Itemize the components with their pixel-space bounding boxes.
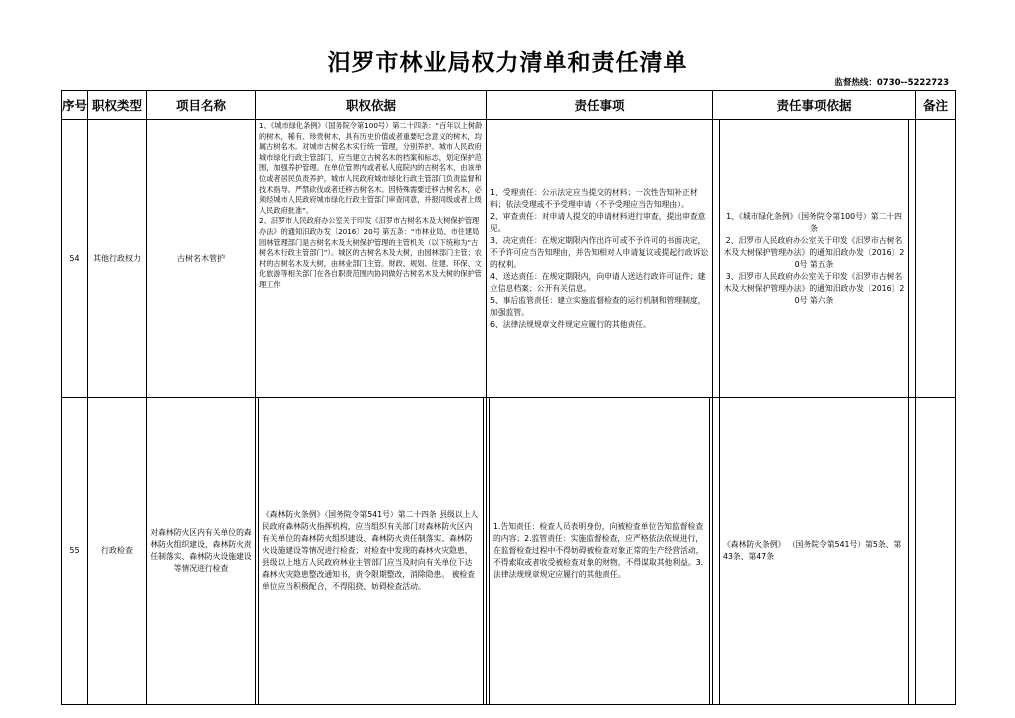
row-seq: 55 — [62, 398, 88, 705]
row-type: 行政检查 — [88, 398, 147, 705]
header-item: 项目名称 — [147, 91, 256, 120]
row-duty-basis-text: 《森林防火条例》 （国务院令第541号）第5条、第43条、第47条 — [723, 540, 902, 561]
row-basis — [256, 120, 487, 398]
row-basis-text: 《森林防火条例》（国务院令第541号）第二十四条 县级以上人民政府森林防火指挥机构，应当组织有关部门对森林防火区内有关单位的森林防火组织建设、森林防火责任制落实、森林防火设施建设等情况进行检查；对检查中发现的森林火灾隐患，县级以上地方人民政府林业主管部门应当及时向有关单位下达森林火灾隐患整改通知书，责令限期整改，消除隐患。 被检查单位应当积极配合，不得阻挠、妨碍检查活动。 — [262, 510, 479, 591]
header-seq: 序号 — [62, 91, 88, 120]
row-item — [147, 398, 256, 705]
row-duty-basis — [713, 398, 916, 705]
row-seq: 54 — [62, 120, 88, 398]
row-duty-basis-text: 1、《城市绿化条例》（国务院令第100号）第二十四条 2、汨罗市人民政府办公室关于印发《汨罗市古树名木及大树保护管理办法》的通知汨政办发〔2016〕20号 第五条 3、汨罗市人民政府办公室关于印发《汨罗市古树名木及大树保护管理办法》的通知汨政办发〔2016〕20号 第六条 — [723, 211, 905, 305]
row-duty — [487, 120, 713, 398]
row-basis-text: 1、《城市绿化条例》（国务院令第100号）第二十四条：“百年以上树龄的树木，稀有、珍贵树木，具有历史价值或者重要纪念意义的树木，均属古树名木。对城市古树名木实行统一管理，分别养护。城市人民政府城市绿化行政主管部门，应当建立古树名木的档案和标志，划定保护范围，加强养护管理。在单位管界内或者私人庭院内的古树名木，由该单位或者居民负责养护，城市人民政府城市绿化行政主管部门负责监督和技术指导。严禁砍伐或者迁移古树名木。因特殊需要迁移古树名木，必须经城市人民政府城市绿化行政主管部门审查同意，并报同级或者上级人民政府批准”。 2、汨罗市人民政府办公室关于印发《汨罗市古树名木及大树保护管理办法》的通知汨政办发〔2016〕20号 第五条：“市林业局、市住建局园林管理部门是古树名木及大树保护管理的主管机关（以下统称为“古树名木行政主管部门”）。城区的古树名木及大树，由园林部门主管；农村的古树名木及大树，由林业部门主管。财政、规划、住建、环保、文化旅游等相关部门在各自职责范围内协同做好古树名木及大树的保护管理工作 — [259, 121, 483, 289]
row-duty-text: 1、受理责任：公示法定应当提交的材料；一次性告知补正材料；依法受理或不予受理申请（不予受理应当告知理由）。 2、审查责任：对申请人提交的申请材料进行审查，提出审查意见。 3、决定责任：在规定期限内作出许可或不予许可的书面决定，不予许可应当告知理由，并告知相对人申请复议或提起行政诉讼的权利。 4、送达责任：在规定期限内，向申请人送达行政许可证件；建立信息档案；公开有关信息。 5、事后监管责任：建立实施监督检查的运行机制和管理制度，加强监管。 6、法律法规规章文件规定应履行的其他责任。 — [490, 187, 709, 329]
header-basis: 职权依据 — [256, 91, 487, 120]
row-item: 古树名木管护 — [147, 120, 256, 398]
row-type-text: 其他行政权力 — [93, 253, 141, 263]
row-duty — [487, 398, 713, 705]
row-basis — [256, 398, 487, 705]
row-duty-text: 1.告知责任：检查人员表明身份，向被检查单位告知监督检查的内容；2.监管责任：实施监督检查，应严格依法依规进行，在监督检查过程中不得妨碍被检查对象正常的生产经营活动，不得索取或者收受被检查对象的财物，不得谋取其他利益。3.法律法规规章规定应履行的其他责任。 — [493, 522, 704, 579]
row-duty-basis — [713, 120, 916, 398]
header-duty: 责任事项 — [487, 91, 713, 120]
header-duty-basis: 责任事项依据 — [713, 91, 916, 120]
row-note — [916, 120, 956, 398]
hotline-text: 监督热线：0730--5222723 — [834, 78, 949, 88]
header-type: 职权类型 — [88, 91, 147, 120]
row-note — [916, 398, 956, 705]
power-list-table — [61, 90, 956, 705]
page-title: 汨罗市林业局权力清单和责任清单 — [327, 50, 688, 76]
header-row — [62, 91, 956, 120]
header-note: 备注 — [916, 91, 956, 120]
row-item-text: 对森林防火区内有关单位的森林防火组织建设、森林防火责任制落实、森林防火设施建设等情况进行检查 — [150, 528, 252, 573]
row-type — [88, 120, 147, 398]
table-row — [62, 398, 956, 705]
table-row — [62, 120, 956, 398]
